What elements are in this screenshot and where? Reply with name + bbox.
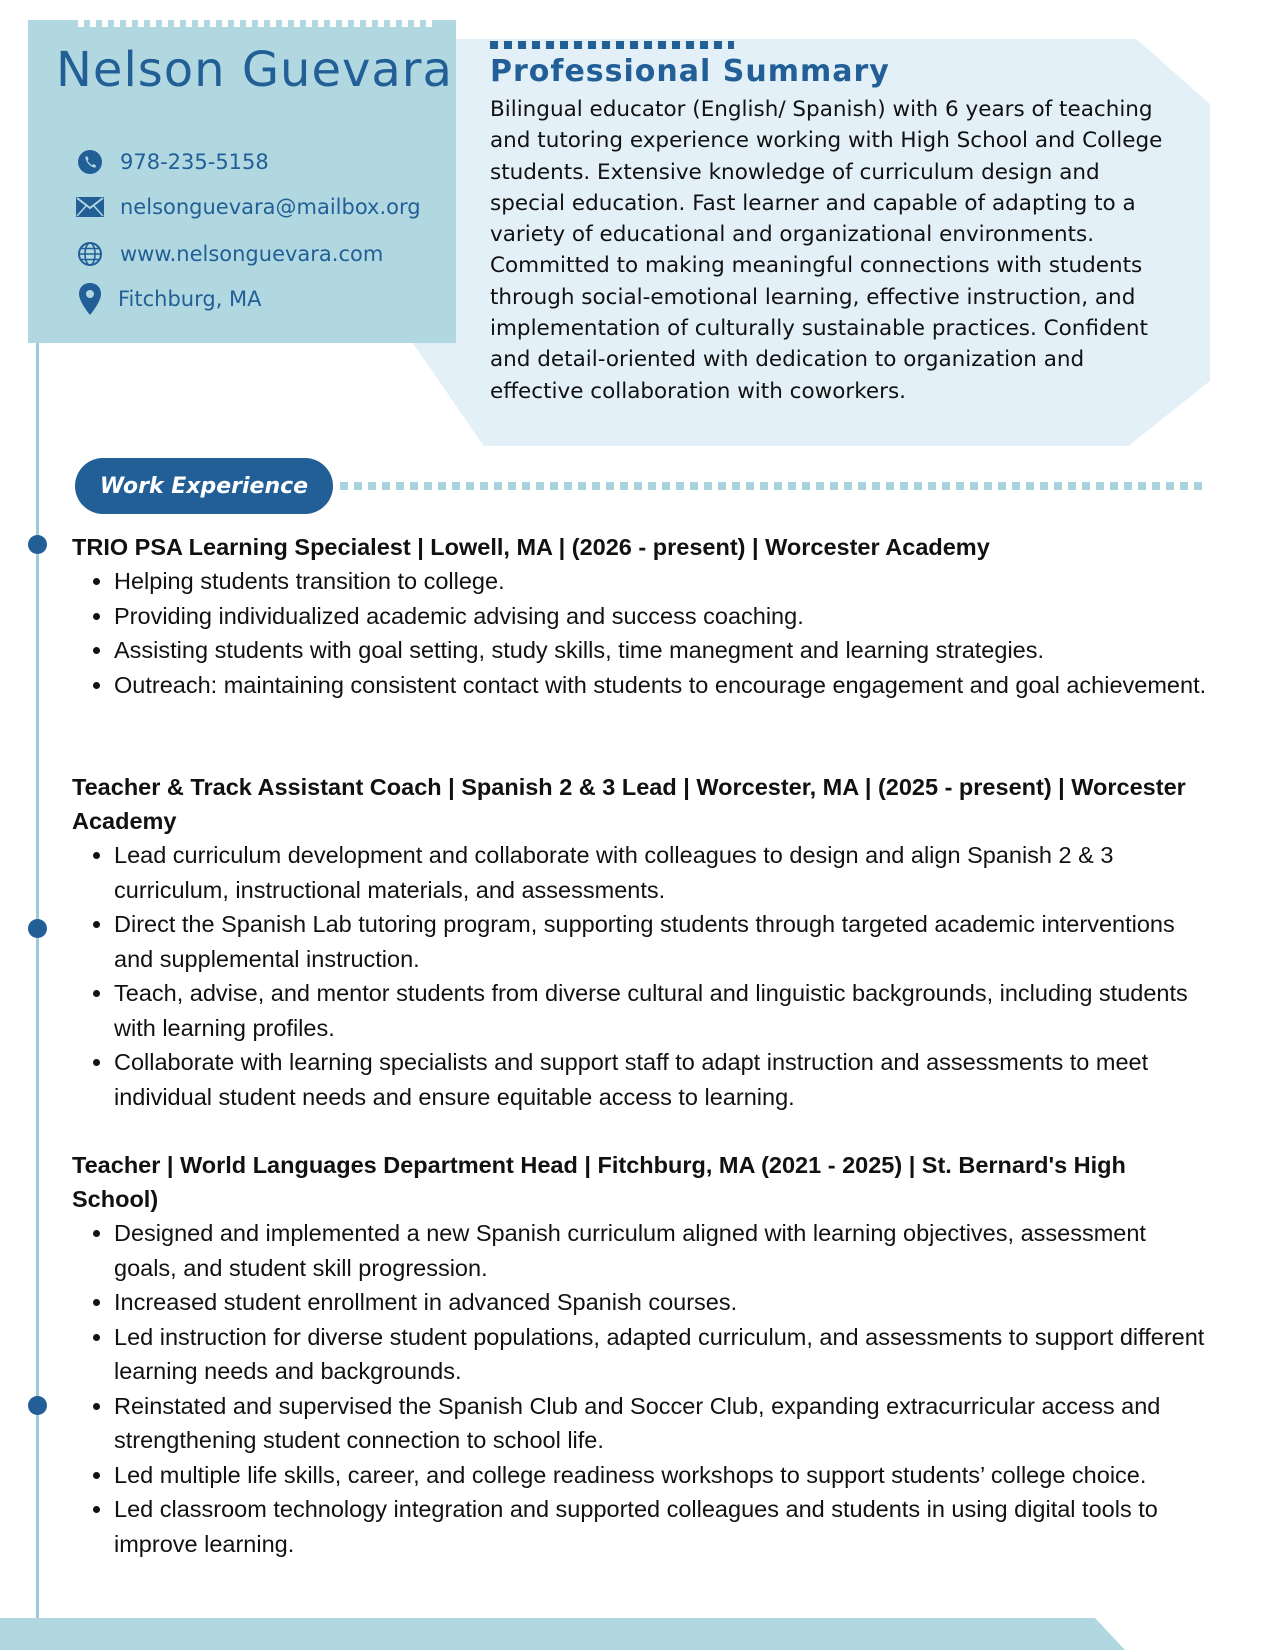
job-bullet: • Direct the Spanish Lab tutoring program, supporting students through targeted academic interventions and supplemental instruction. bbox=[114, 907, 1212, 976]
job-bullet: • Collaborate with learning specialists and support staff to adapt instruction and assessments to meet individual student needs and ensure equitable access to learning. bbox=[114, 1045, 1212, 1114]
timeline-dot bbox=[28, 919, 47, 938]
timeline-line bbox=[36, 330, 39, 1620]
footer-band bbox=[0, 1618, 1275, 1650]
location-pin-icon bbox=[76, 285, 104, 313]
phone-icon bbox=[76, 148, 104, 176]
contact-website-row bbox=[76, 237, 383, 271]
job-entry bbox=[72, 1148, 1212, 1561]
contact-email-row bbox=[76, 190, 421, 224]
summary-text: Bilingual educator (English/ Spanish) with 6 years of teaching and tutoring experience working with High School and College students. Extensive knowledge of curriculum design and special education. Fast learner and capable of adapting to a variety of educational and organizational environments. Committed to making meaningful connections with students through social-emotional learning, effective instruction, and implementation of culturally sustainable practices. Confident and detail-oriented with dedication to organization and effective collaboration with coworkers. bbox=[490, 97, 1163, 404]
job-bullet: • Providing individualized academic advising and success coaching. bbox=[114, 599, 1212, 634]
work-experience-heading: Work Experience bbox=[99, 473, 309, 499]
candidate-name: Nelson Guevara bbox=[56, 42, 453, 98]
email-address[interactable]: nelsonguevara@mailbox.org bbox=[120, 195, 421, 219]
summary-heading: Professional Summary bbox=[490, 54, 890, 89]
job-title: Teacher & Track Assistant Coach | Spanish 2 & 3 Lead | Worcester, MA | (2025 - present) | Worcester Academy bbox=[72, 774, 1186, 834]
contact-phone-row bbox=[76, 145, 269, 179]
website-url[interactable]: www.nelsonguevara.com bbox=[120, 242, 384, 266]
job-bullet: • Helping students transition to college. bbox=[114, 564, 1212, 599]
job-bullet: • Teach, advise, and mentor students from diverse cultural and linguistic backgrounds, including students with learning profiles. bbox=[114, 976, 1212, 1045]
contact-card bbox=[28, 20, 456, 343]
job-bullet-list bbox=[72, 1216, 1212, 1561]
timeline-dot bbox=[28, 1396, 47, 1415]
work-experience-badge bbox=[75, 458, 333, 514]
globe-icon bbox=[76, 240, 104, 268]
timeline-dot bbox=[28, 535, 47, 554]
job-bullet: • Designed and implemented a new Spanish curriculum aligned with learning objectives, assessment goals, and student skill progression. bbox=[114, 1216, 1212, 1285]
phone-number[interactable]: 978-235-5158 bbox=[120, 150, 269, 174]
job-title: TRIO PSA Learning Specialest | Lowell, MA | (2026 - present) | Worcester Academy bbox=[72, 534, 990, 560]
job-bullet: • Assisting students with goal setting, study skills, time manegment and learning strategies. bbox=[114, 633, 1212, 668]
job-bullet: • Lead curriculum development and collaborate with colleagues to design and align Spanish 2 & 3 curriculum, instructional materials, and assessments. bbox=[114, 838, 1212, 907]
email-icon bbox=[76, 193, 104, 221]
job-title: Teacher | World Languages Department Head | Fitchburg, MA (2021 - 2025) | St. Bernard's High School) bbox=[72, 1152, 1126, 1212]
work-dash-decoration bbox=[340, 482, 1206, 490]
summary-dash-decoration bbox=[490, 41, 734, 49]
job-bullet-list bbox=[72, 838, 1212, 1114]
job-bullet: • Reinstated and supervised the Spanish Club and Soccer Club, expanding extracurricular access and strengthening student connection to school life. bbox=[114, 1389, 1212, 1458]
job-bullet: • Increased student enrollment in advanced Spanish courses. bbox=[114, 1285, 1212, 1320]
job-entry bbox=[72, 530, 1212, 702]
job-bullet: • Outreach: maintaining consistent contact with students to encourage engagement and goal achievement. bbox=[114, 668, 1212, 703]
job-bullet: • Led classroom technology integration and supported colleagues and students in using digital tools to improve learning. bbox=[114, 1492, 1212, 1561]
card-dash-decoration bbox=[78, 20, 438, 27]
job-bullet: • Led instruction for diverse student populations, adapted curriculum, and assessments to support different learning needs and backgrounds. bbox=[114, 1320, 1212, 1389]
job-bullet: • Led multiple life skills, career, and college readiness workshops to support students’ college choice. bbox=[114, 1458, 1212, 1493]
job-bullet-list bbox=[72, 564, 1212, 702]
job-entry bbox=[72, 770, 1212, 1114]
contact-location-row bbox=[76, 282, 262, 316]
location-text: Fitchburg, MA bbox=[118, 287, 262, 311]
